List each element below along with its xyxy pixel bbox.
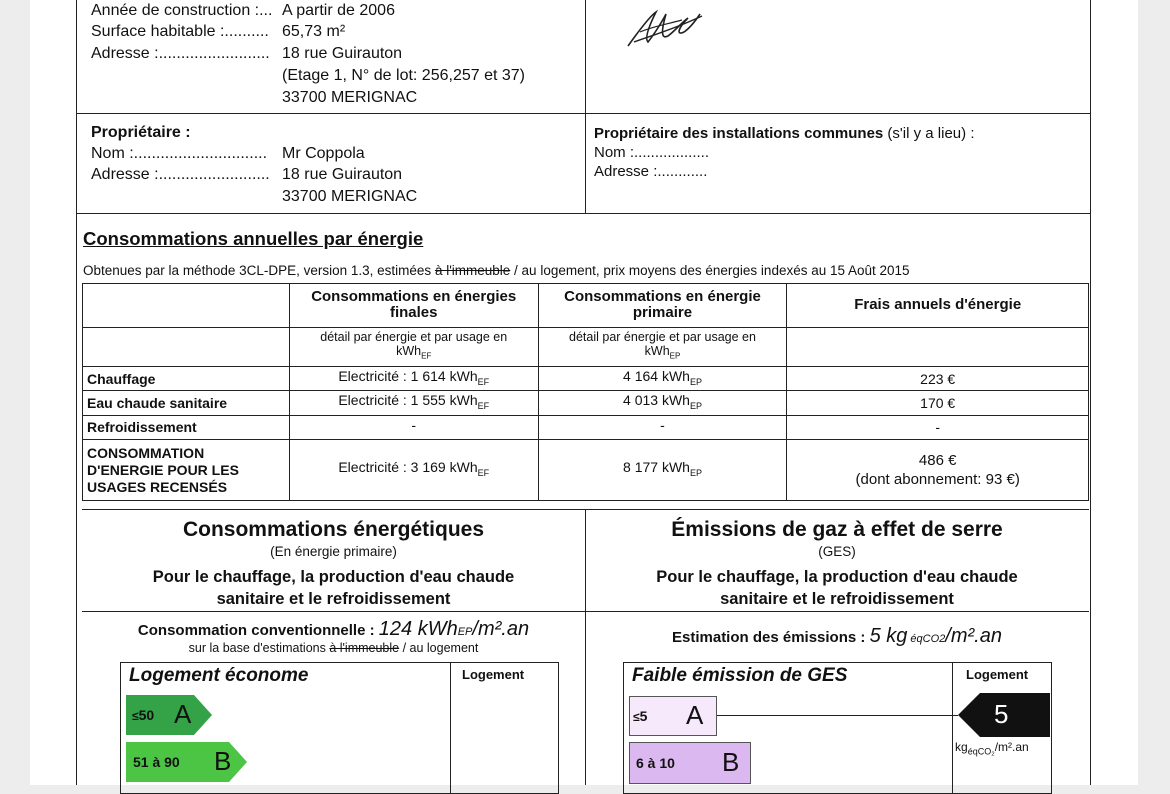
table-detail-row (83, 327, 1089, 367)
energy-title: Consommations énergétiques (182, 518, 485, 541)
row-primary-text: 4 013 kWh (623, 392, 690, 409)
energy-scope-line1: Pour le chauffage, la production d'eau chaude (152, 568, 515, 586)
header-empty (83, 284, 290, 328)
surface-label: Surface habitable :.......... (91, 23, 269, 40)
row-primary-text: 4 164 kWh (623, 367, 690, 384)
common-owner-address-label: Adresse :............ (594, 163, 708, 180)
ges-class-a-prefix: ≤ (633, 710, 640, 724)
detail-primary-sub: EP (669, 351, 681, 361)
signature-image (620, 2, 710, 54)
header-final: Consommations en énergies finales (289, 284, 538, 328)
ges-class-b-range: 6 à 10 (636, 755, 675, 771)
total-cost-value: 486 € (918, 452, 957, 470)
energy-basis (82, 641, 585, 655)
ges-scope-line1: Pour le chauffage, la production d'eau chaude (656, 568, 1018, 586)
energy-class-b (126, 742, 251, 787)
row-final (289, 367, 538, 391)
common-owner-note: (s'il y a lieu) : (883, 125, 975, 142)
row-primary (538, 415, 787, 439)
owner-address-line2: 33700 MERIGNAC (282, 188, 418, 205)
rule-4 (82, 611, 1089, 612)
total-label-line2: D'ENERGIE POUR LES (87, 461, 239, 478)
ges-title: Émissions de gaz à effet de serre (671, 518, 1003, 541)
energy-basis-struck: à l'immeuble (329, 641, 400, 655)
ges-value-marker-text: 5 (994, 699, 1009, 729)
ges-scale-title: Faible émission de GES (632, 665, 848, 686)
detail-final (289, 327, 538, 367)
row-final-text: Electricité : 1 555 kWh (338, 392, 478, 409)
energy-class-a-range (132, 707, 154, 723)
row-final-text: - (411, 416, 417, 433)
address-line3: 33700 MERIGNAC (282, 89, 418, 106)
owner-address-line1: 18 rue Guirauton (282, 166, 403, 183)
table-total-row (83, 440, 1089, 501)
address-line2: (Etage 1, N° de lot: 256,257 et 37) (282, 67, 525, 84)
ges-column-label: Logement (966, 667, 1029, 682)
row-cost: 223 € (787, 367, 1089, 391)
energy-class-a-prefix: ≤ (132, 709, 139, 723)
table-row (83, 367, 1089, 391)
table-row (83, 391, 1089, 415)
row-label: Chauffage (83, 367, 290, 391)
detail-final-sub: EF (421, 351, 432, 361)
ges-class-a-range-value: 5 (639, 708, 648, 724)
energy-conv-value: 124 kWh (378, 618, 458, 640)
detail-primary (538, 327, 787, 367)
energy-class-b-letter: B (214, 746, 232, 776)
energy-class-a (126, 695, 216, 740)
energy-conv-sub: EP (457, 626, 473, 638)
table-row (83, 415, 1089, 439)
ges-unit-kg: kg (955, 740, 968, 754)
common-owner-title (594, 123, 974, 144)
row-primary (538, 391, 787, 415)
detail-primary-text: détail par énergie et par usage en (569, 330, 756, 345)
document-page (30, 0, 1138, 785)
owner-name-label: Nom :.............................. (91, 145, 268, 162)
energy-scale (120, 662, 559, 794)
header-cost: Frais annuels d'énergie (787, 284, 1089, 328)
energy-class-b-range: 51 à 90 (133, 754, 180, 770)
detail-final-unit: kWh (396, 344, 422, 359)
detail-empty (83, 327, 290, 367)
ges-scope-line2: sanitaire et le refroidissement (720, 590, 954, 608)
frame-left (76, 0, 77, 785)
total-cost-note: (dont abonnement: 93 €) (855, 471, 1020, 489)
energy-scale-divider (450, 663, 451, 793)
ges-unit (955, 740, 1029, 756)
consumption-table (82, 283, 1089, 501)
header-primary: Consommations en énergie primaire (538, 284, 787, 328)
divider-top (585, 0, 586, 214)
ges-subtitle: (GES) (818, 544, 856, 559)
common-owner-name-label: Nom :.................. (594, 144, 710, 161)
energy-scope-line2: sanitaire et le refroidissement (216, 590, 451, 608)
energy-class-a-range-value: 50 (138, 707, 155, 723)
owner-title: Propriétaire : (91, 124, 191, 141)
ges-scale (623, 662, 1052, 794)
detail-primary-unit: kWh (644, 344, 670, 359)
frame-right (1090, 0, 1091, 785)
total-primary-text: 8 177 kWh (623, 459, 690, 476)
rule-1 (76, 113, 1091, 114)
energy-column-label: Logement (462, 667, 525, 682)
ges-marker-line (717, 715, 958, 716)
method-prefix: Obtenues par la méthode 3CL-DPE, version 1.3, estimées (83, 263, 435, 278)
ges-estimate (585, 625, 1089, 648)
year-value: A partir de 2006 (282, 2, 395, 19)
row-final (289, 391, 538, 415)
energy-basis-suffix: / au logement (399, 641, 479, 655)
total-label (83, 440, 290, 501)
ges-class-b (629, 742, 751, 784)
row-final-sub: EF (477, 376, 490, 387)
ges-class-a (629, 696, 717, 736)
row-primary-sub: EP (689, 376, 702, 387)
total-primary-sub: EP (689, 467, 702, 478)
owner-address-label: Adresse :......................... (91, 166, 270, 183)
row-final (289, 415, 538, 439)
surface-value: 65,73 m² (282, 23, 346, 40)
row-final-sub: EF (477, 401, 490, 412)
row-label: Refroidissement (83, 415, 290, 439)
table-header-row (83, 284, 1089, 328)
detail-final-text: détail par énergie et par usage en (320, 330, 508, 345)
ges-unit-sub: éqCO₂ (967, 746, 995, 757)
method-struck: à l'immeuble (434, 263, 511, 278)
common-owner-title-text: Propriétaire des installations communes (594, 125, 884, 142)
rule-2 (76, 213, 1091, 214)
row-primary (538, 367, 787, 391)
total-label-line1: CONSOMMATION (87, 444, 205, 461)
ges-scale-divider (952, 663, 953, 793)
energy-class-a-letter: A (174, 699, 192, 729)
address-line1: 18 rue Guirauton (282, 45, 403, 62)
method-suffix: / au logement, prix moyens des énergies indexés au 15 Août 2015 (510, 263, 910, 278)
total-final-sub: EF (477, 467, 490, 478)
address-label: Adresse :......................... (91, 45, 270, 62)
owner-name-value: Mr Coppola (282, 145, 365, 162)
total-primary (538, 440, 787, 501)
ges-est-sub: éqCO2 (907, 633, 946, 645)
ges-class-a-letter: A (686, 700, 704, 730)
energy-subtitle: (En énergie primaire) (270, 544, 397, 559)
energy-conv-label: Consommation conventionnelle : (137, 622, 379, 639)
row-label: Eau chaude sanitaire (83, 391, 290, 415)
ges-est-value: 5 kg (869, 625, 908, 647)
energy-conv-unit: /m².an (472, 618, 530, 640)
ges-unit-rest: /m².an (994, 740, 1029, 754)
row-final-text: Electricité : 1 614 kWh (338, 367, 478, 384)
ges-class-b-letter: B (722, 747, 740, 777)
row-primary-sub: EP (689, 401, 702, 412)
total-cost (787, 440, 1089, 501)
total-final-text: Electricité : 3 169 kWh (338, 459, 478, 476)
row-primary-text: - (660, 416, 665, 433)
energy-conv (82, 618, 585, 641)
ges-est-label: Estimation des émissions : (672, 629, 870, 646)
total-final (289, 440, 538, 501)
method-note (83, 260, 910, 281)
energy-basis-prefix: sur la base d'estimations (188, 641, 330, 655)
ges-class-a-range (633, 708, 647, 724)
ges-est-unit: /m².an (945, 625, 1002, 647)
total-label-line3: USAGES RECENSÉS (87, 478, 228, 495)
energy-scale-title: Logement économe (129, 665, 309, 686)
detail-cost-empty (787, 327, 1089, 367)
consumption-heading: Consommations annuelles par énergie (83, 228, 424, 249)
row-cost: 170 € (787, 391, 1089, 415)
row-cost: - (787, 415, 1089, 439)
year-label: Année de construction :... (91, 2, 273, 19)
